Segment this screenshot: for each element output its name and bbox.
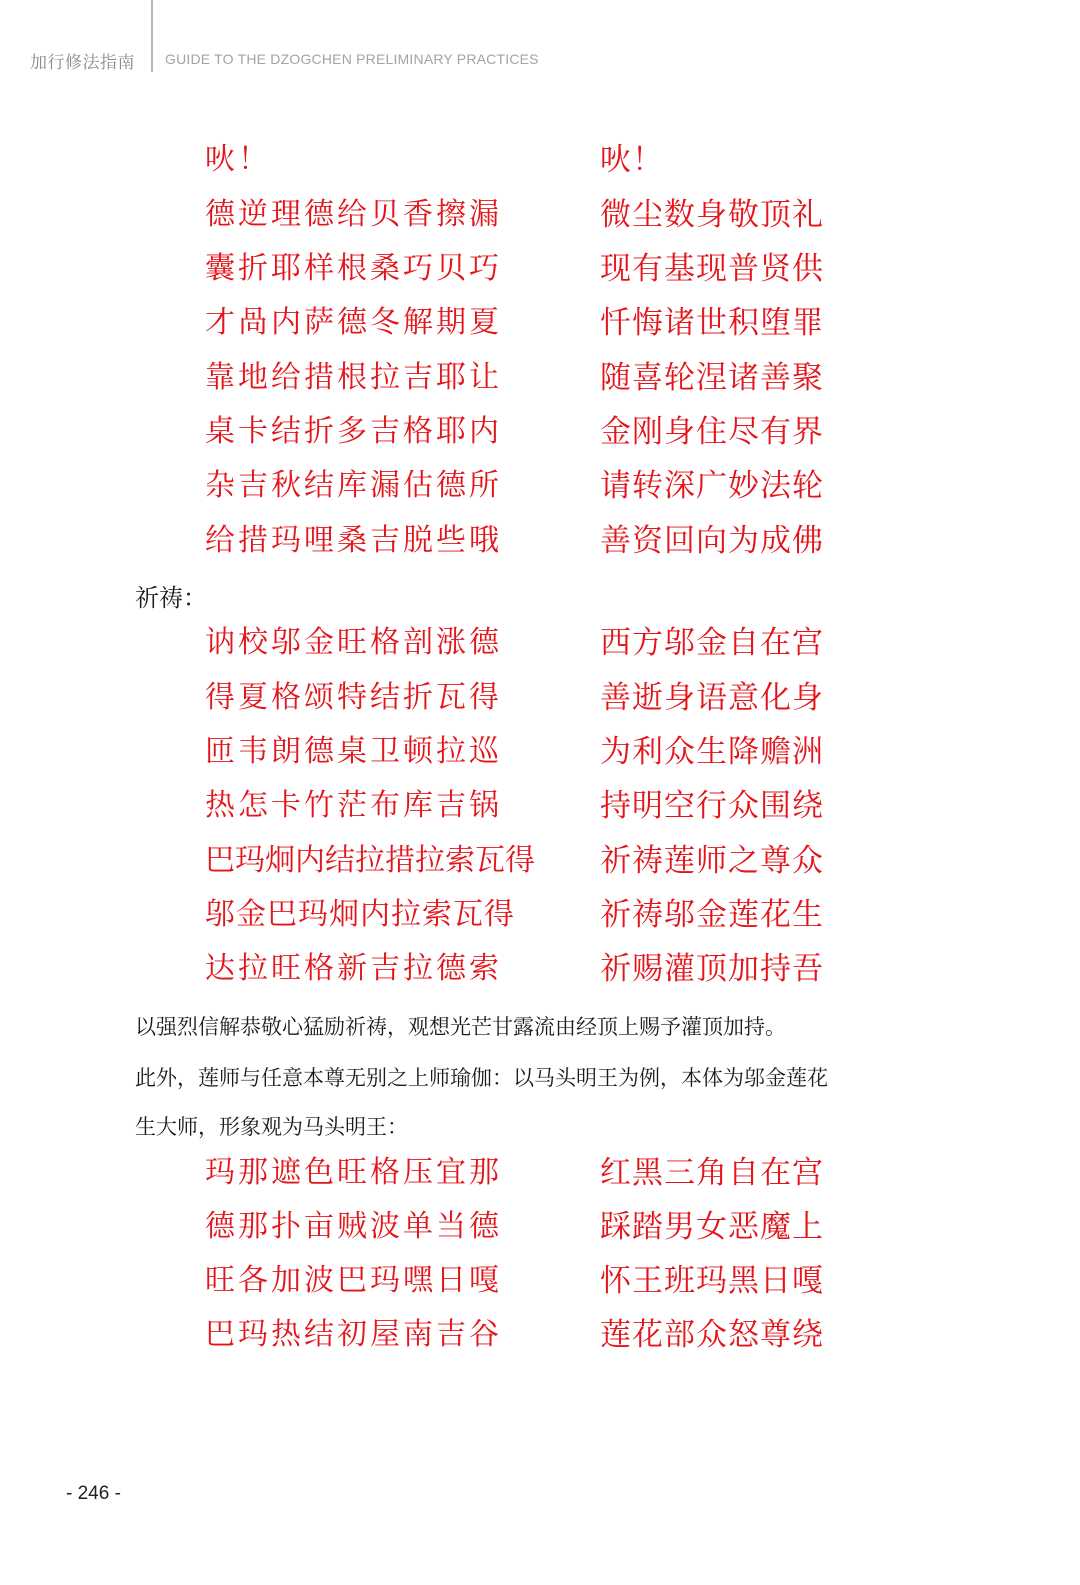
verse-translation: 为利众生降赡洲 xyxy=(600,734,824,770)
verse-transliteration: 讷校邬金旺格剖涨德 xyxy=(205,625,502,660)
verse-transliteration: 才咼内萨德冬解期夏 xyxy=(205,305,502,340)
verse-transliteration: 达拉旺格新吉拉德索 xyxy=(205,951,502,986)
verse-translation: 踩踏男女恶魔上 xyxy=(600,1209,824,1245)
verse-translation: 金刚身住尽有界 xyxy=(600,414,824,450)
verse-translation: 西方邬金自在宫 xyxy=(600,625,824,661)
verse-translation: 善逝身语意化身 xyxy=(600,680,824,716)
verse-transliteration: 得夏格颂特结折瓦得 xyxy=(205,680,502,715)
verse-translation: 红黑三角自在宫 xyxy=(600,1155,824,1191)
verse-translation: 莲花部众怒尊绕 xyxy=(600,1317,824,1353)
verse-translation: 请转深广妙法轮 xyxy=(600,468,824,504)
verse-transliteration: 吙！ xyxy=(205,142,271,177)
verse-translation: 祈祷莲师之尊众 xyxy=(600,843,824,879)
verse-translation: 祈祷邬金莲花生 xyxy=(600,897,824,933)
instruction-paragraph: 以强烈信解恭敬心猛励祈祷，观想光芒甘露流由经顶上赐予灌顶加持。 xyxy=(135,1015,786,1039)
verse-translation: 持明空行众围绕 xyxy=(600,788,824,824)
verse-transliteration: 玛那遮色旺格压宜那 xyxy=(205,1155,502,1190)
verse-transliteration: 匝韦朗德桌卫顿拉巡 xyxy=(205,734,502,769)
page-number: - 246 - xyxy=(66,1483,121,1504)
instruction-paragraph: 此外，莲师与任意本尊无别之上师瑜伽：以马头明王为例，本体为邬金莲花 xyxy=(135,1066,828,1090)
verse-transliteration: 靠地给措根拉吉耶让 xyxy=(205,360,502,395)
verse-transliteration: 邬金巴玛炯内拉索瓦得 xyxy=(205,897,515,932)
verse-transliteration: 热怎卡竹茫布库吉锅 xyxy=(205,788,502,823)
verse-transliteration: 巴玛热结初屋南吉谷 xyxy=(205,1317,502,1352)
instruction-paragraph: 生大师，形象观为马头明王： xyxy=(135,1115,408,1139)
verse-translation: 善资回向为成佛 xyxy=(600,523,824,559)
verse-translation: 吙！ xyxy=(600,142,664,178)
verse-transliteration: 囊折耶样根桑巧贝巧 xyxy=(205,251,502,286)
verse-translation: 祈赐灌顶加持吾 xyxy=(600,951,824,987)
header-divider xyxy=(151,0,153,72)
verse-translation: 随喜轮涅诸善聚 xyxy=(600,360,824,396)
verse-translation: 现有基现普贤供 xyxy=(600,251,824,287)
verse-transliteration: 德逆理德给贝香擦漏 xyxy=(205,197,502,232)
verse-translation: 微尘数身敬顶礼 xyxy=(600,197,824,233)
verse-transliteration: 杂吉秋结库漏估德所 xyxy=(205,468,502,503)
verse-translation: 忏悔诸世积堕罪 xyxy=(600,305,824,341)
verse-transliteration: 桌卡结折多吉格耶内 xyxy=(205,414,502,449)
book-title-english: GUIDE TO THE DZOGCHEN PRELIMINARY PRACTICES xyxy=(165,51,539,67)
page-header xyxy=(0,0,1080,80)
prayer-heading: 祈祷： xyxy=(135,584,207,612)
verse-transliteration: 巴玛炯内结拉措拉索瓦得 xyxy=(205,843,535,878)
verse-translation: 怀王班玛黑日嘎 xyxy=(600,1263,824,1299)
verse-transliteration: 旺各加波巴玛嘿日嘎 xyxy=(205,1263,502,1298)
book-title-chinese: 加行修法指南 xyxy=(30,53,135,73)
verse-transliteration: 给措玛哩桑吉脱些哦 xyxy=(205,523,502,558)
verse-transliteration: 德那扑亩贼波单当德 xyxy=(205,1209,502,1244)
